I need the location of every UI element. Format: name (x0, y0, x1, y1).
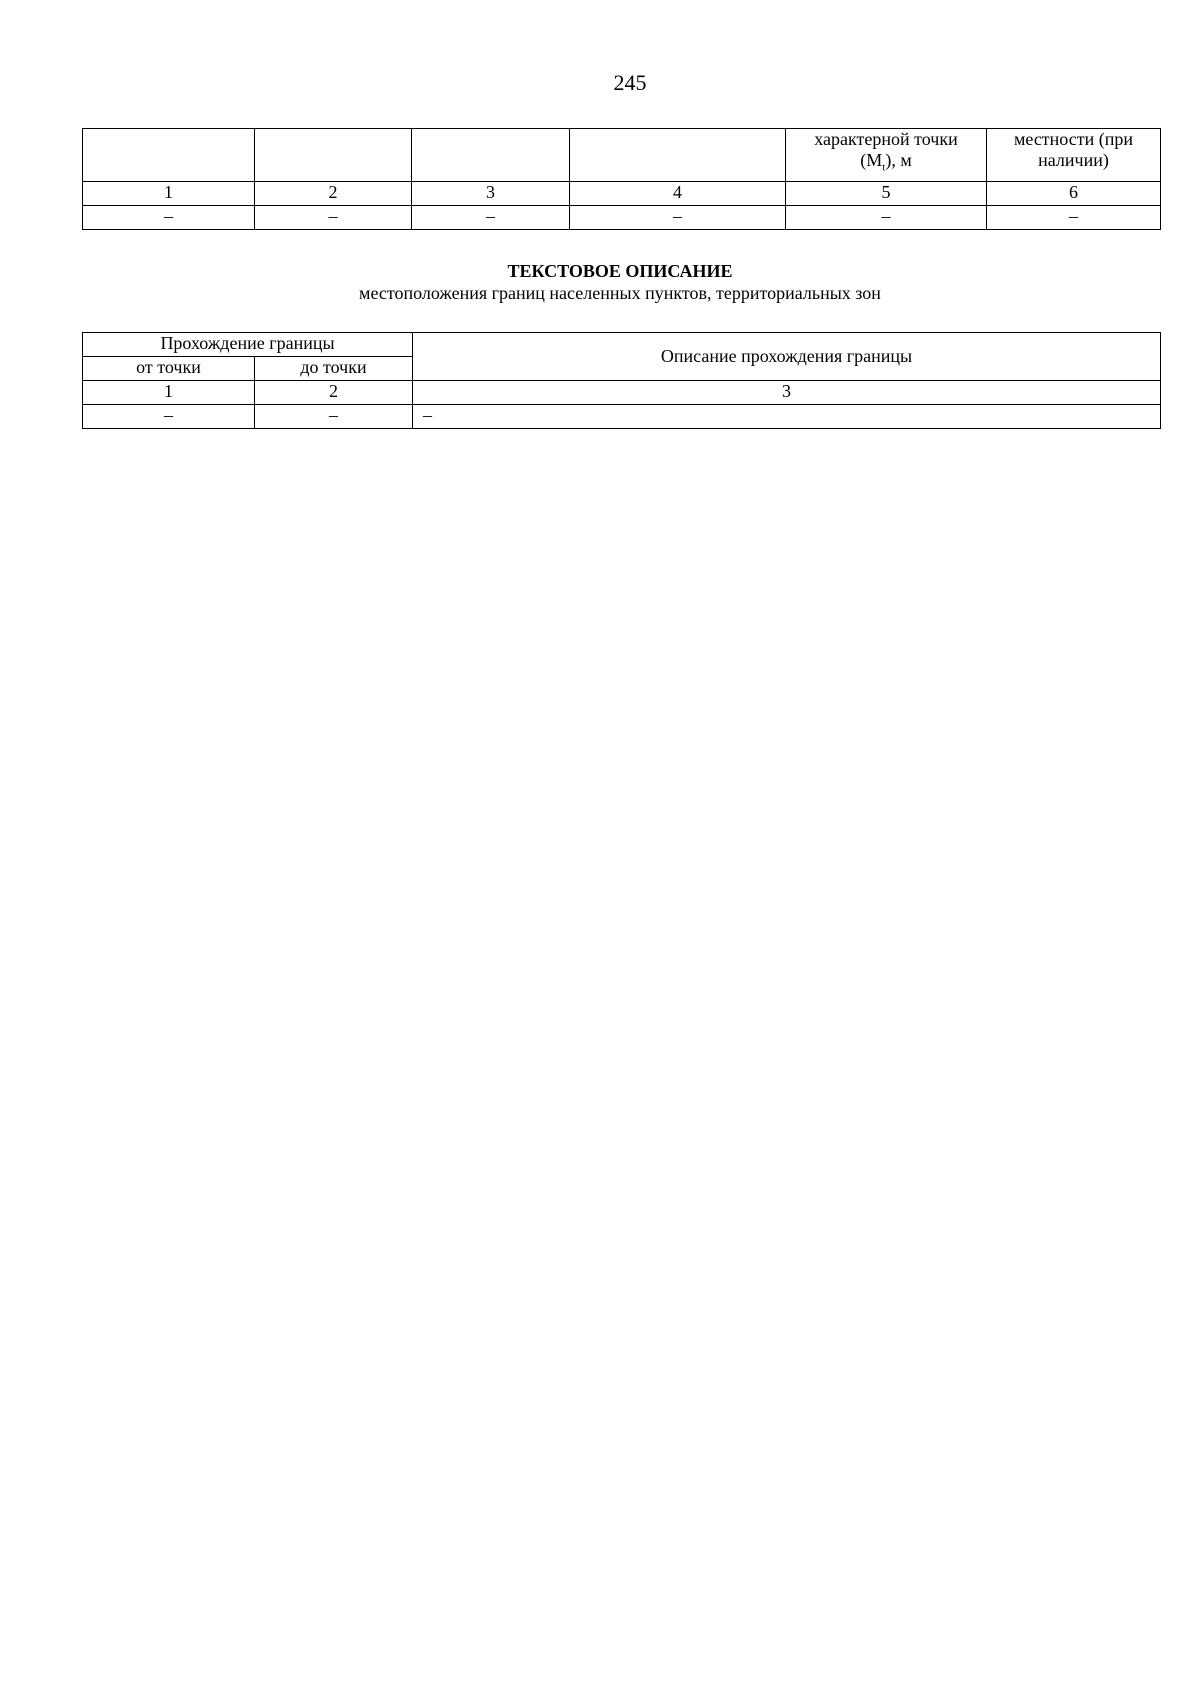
header-cell-4 (570, 129, 786, 182)
header-cell-1 (83, 129, 255, 182)
column-number: 2 (255, 381, 413, 405)
table-cell: – (987, 206, 1161, 230)
page-number: 245 (613, 70, 647, 95)
from-point-header: от точки (83, 357, 255, 381)
group-header-cell: Прохождение границы (83, 333, 413, 357)
table-cell: – (413, 405, 1161, 429)
column-number: 6 (987, 182, 1161, 206)
table-cell: – (255, 405, 413, 429)
column-number: 2 (255, 182, 412, 206)
header-cell-6: местности (при наличии) (987, 129, 1161, 182)
table-cell: – (412, 206, 570, 230)
column-number: 3 (413, 381, 1161, 405)
column-number-row (83, 381, 1161, 405)
to-point-header: до точки (255, 357, 413, 381)
column-number: 4 (570, 182, 786, 206)
table-cell: – (83, 405, 255, 429)
header-cell-3 (412, 129, 570, 182)
points-table (82, 128, 1161, 230)
table-row (83, 206, 1161, 230)
description-header-cell: Описание прохождения границы (413, 333, 1161, 381)
header-cell-5-sub-post: ), м (885, 150, 912, 170)
column-number: 1 (83, 381, 255, 405)
header-cell-5-sub-pre: (M (860, 150, 883, 170)
table-cell: – (255, 206, 412, 230)
table-header-row (83, 129, 1161, 182)
header-cell-5 (786, 129, 987, 182)
column-number: 3 (412, 182, 570, 206)
header-cell-2 (255, 129, 412, 182)
header-cell-5-main: характерной точки (814, 129, 958, 149)
table-cell: – (570, 206, 786, 230)
table-header-row (83, 333, 1161, 357)
column-number-row (83, 182, 1161, 206)
column-number: 1 (83, 182, 255, 206)
column-number: 5 (786, 182, 987, 206)
section-title: ТЕКСТОВОЕ ОПИСАНИЕ (507, 261, 733, 281)
table-cell: – (83, 206, 255, 230)
boundary-description-table (82, 332, 1161, 429)
table-row (83, 405, 1161, 429)
table-cell: – (786, 206, 987, 230)
section-subtitle: местоположения границ населенных пунктов, территориальных зон (359, 283, 881, 303)
header-cell-5-subscript: t (882, 161, 886, 174)
